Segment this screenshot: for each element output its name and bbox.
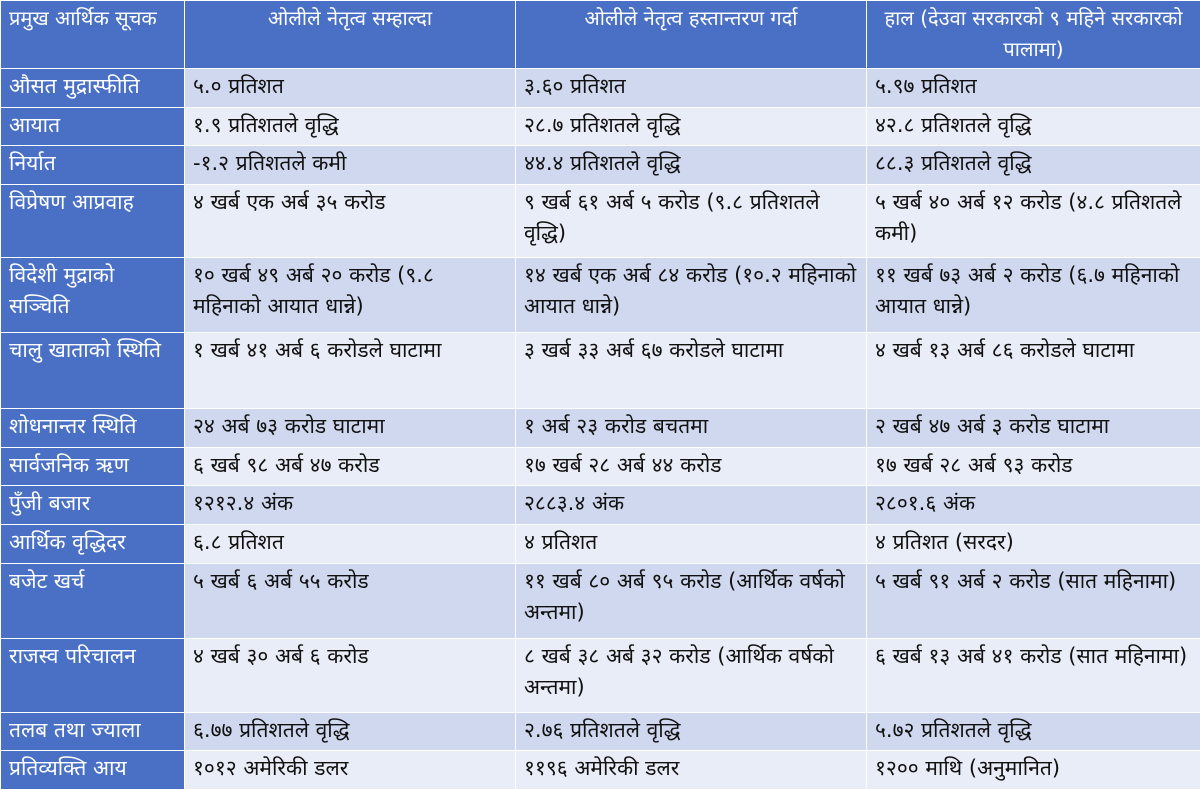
- table-row: [1, 69, 1200, 108]
- cell-oli-start: १०१२ अमेरिकी डलर: [185, 751, 516, 790]
- table-row: [1, 409, 1200, 448]
- cell-oli-start: १२१२.४ अंक: [185, 486, 516, 525]
- cell-oli-handover: ४४.४ प्रतिशतले वृद्धि: [516, 146, 867, 185]
- row-label: पुँजी बजार: [1, 486, 185, 525]
- cell-current: २ खर्ब ४७ अर्ब ३ करोड घाटामा: [867, 409, 1200, 448]
- cell-oli-handover: २८८३.४ अंक: [516, 486, 867, 525]
- cell-oli-start: १० खर्ब ४९ अर्ब २० करोड (९.८ महिनाको आयात धान्ने): [185, 257, 516, 332]
- cell-current: ५.९७ प्रतिशत: [867, 69, 1200, 108]
- cell-oli-handover: ९ खर्ब ६१ अर्ब ५ करोड (९.८ प्रतिशतले वृद्धि): [516, 184, 867, 257]
- cell-oli-handover: २८.७ प्रतिशतले वृद्धि: [516, 107, 867, 146]
- table-row: [1, 751, 1200, 790]
- header-current: हाल (देउवा सरकारको ९ महिने सरकारको पालामा): [867, 1, 1200, 69]
- cell-current: १२०० माथि (अनुमानित): [867, 751, 1200, 790]
- cell-oli-start: ६.७७ प्रतिशतले वृद्धि: [185, 712, 516, 751]
- row-label: निर्यात: [1, 146, 185, 185]
- cell-oli-start: ५ खर्ब ६ अर्ब ५५ करोड: [185, 563, 516, 638]
- row-label: बजेट खर्च: [1, 563, 185, 638]
- table-row: [1, 107, 1200, 146]
- row-label: विदेशी मुद्राको सञ्चिति: [1, 257, 185, 332]
- header-indicator: प्रमुख आर्थिक सूचक: [1, 1, 185, 69]
- row-label: चालु खाताको स्थिति: [1, 332, 185, 408]
- cell-current: ४२.८ प्रतिशतले वृद्धि: [867, 107, 1200, 146]
- cell-oli-handover: २.७६ प्रतिशतले वृद्धि: [516, 712, 867, 751]
- cell-oli-handover: १४ खर्ब एक अर्ब ८४ करोड (१०.२ महिनाको आयात धान्ने): [516, 257, 867, 332]
- cell-oli-handover: ३ खर्ब ३३ अर्ब ६७ करोडले घाटामा: [516, 332, 867, 408]
- cell-oli-start: -१.२ प्रतिशतले कमी: [185, 146, 516, 185]
- row-label: तलब तथा ज्याला: [1, 712, 185, 751]
- cell-oli-handover: १७ खर्ब २८ अर्ब ४४ करोड: [516, 447, 867, 486]
- header-oli-start: ओलीले नेतृत्व सम्हाल्दा: [185, 1, 516, 69]
- table-row: [1, 486, 1200, 525]
- cell-oli-start: ६.८ प्रतिशत: [185, 524, 516, 563]
- table-header-row: [1, 1, 1200, 69]
- table-row: [1, 712, 1200, 751]
- row-label: प्रतिव्यक्ति आय: [1, 751, 185, 790]
- cell-current: ८८.३ प्रतिशतले वृद्धि: [867, 146, 1200, 185]
- cell-current: ४ खर्ब १३ अर्ब ८६ करोडले घाटामा: [867, 332, 1200, 408]
- cell-current: ५ खर्ब ४० अर्ब १२ करोड (४.८ प्रतिशतले कमी): [867, 184, 1200, 257]
- cell-oli-start: ५.० प्रतिशत: [185, 69, 516, 108]
- row-label: शोधनान्तर स्थिति: [1, 409, 185, 448]
- cell-oli-start: ४ खर्ब ३० अर्ब ६ करोड: [185, 638, 516, 712]
- cell-current: ११ खर्ब ७३ अर्ब २ करोड (६.७ महिनाको आयात धान्ने): [867, 257, 1200, 332]
- header-oli-handover: ओलीले नेतृत्व हस्तान्तरण गर्दा: [516, 1, 867, 69]
- cell-oli-handover: १ अर्ब २३ करोड बचतमा: [516, 409, 867, 448]
- cell-current: २८०१.६ अंक: [867, 486, 1200, 525]
- cell-oli-start: ६ खर्ब ९८ अर्ब ४७ करोड: [185, 447, 516, 486]
- row-label: विप्रेषण आप्रवाह: [1, 184, 185, 257]
- cell-oli-handover: ८ खर्ब ३८ अर्ब ३२ करोड (आर्थिक वर्षको अन्तमा): [516, 638, 867, 712]
- cell-oli-handover: ११ खर्ब ८० अर्ब ९५ करोड (आर्थिक वर्षको अन्तमा): [516, 563, 867, 638]
- cell-oli-start: २४ अर्ब ७३ करोड घाटामा: [185, 409, 516, 448]
- cell-oli-handover: ३.६० प्रतिशत: [516, 69, 867, 108]
- cell-current: ५ खर्ब ९१ अर्ब २ करोड (सात महिनामा): [867, 563, 1200, 638]
- cell-current: ६ खर्ब १३ अर्ब ४१ करोड (सात महिनामा): [867, 638, 1200, 712]
- row-label: आयात: [1, 107, 185, 146]
- row-label: सार्वजनिक ऋण: [1, 447, 185, 486]
- cell-current: १७ खर्ब २८ अर्ब ९३ करोड: [867, 447, 1200, 486]
- table-row: [1, 146, 1200, 185]
- cell-oli-handover: ११९६ अमेरिकी डलर: [516, 751, 867, 790]
- cell-current: ५.७२ प्रतिशतले वृद्धि: [867, 712, 1200, 751]
- cell-oli-start: १.९ प्रतिशतले वृद्धि: [185, 107, 516, 146]
- cell-current: ४ प्रतिशत (सरदर): [867, 524, 1200, 563]
- cell-oli-handover: ४ प्रतिशत: [516, 524, 867, 563]
- table-row: [1, 257, 1200, 332]
- row-label: राजस्व परिचालन: [1, 638, 185, 712]
- cell-oli-start: ४ खर्ब एक अर्ब ३५ करोड: [185, 184, 516, 257]
- table-row: [1, 563, 1200, 638]
- table-row: [1, 184, 1200, 257]
- table-row: [1, 524, 1200, 563]
- cell-oli-start: १ खर्ब ४१ अर्ब ६ करोडले घाटामा: [185, 332, 516, 408]
- table-row: [1, 638, 1200, 712]
- table-row: [1, 447, 1200, 486]
- table-row: [1, 332, 1200, 408]
- row-label: औसत मुद्रास्फीति: [1, 69, 185, 108]
- row-label: आर्थिक वृद्धिदर: [1, 524, 185, 563]
